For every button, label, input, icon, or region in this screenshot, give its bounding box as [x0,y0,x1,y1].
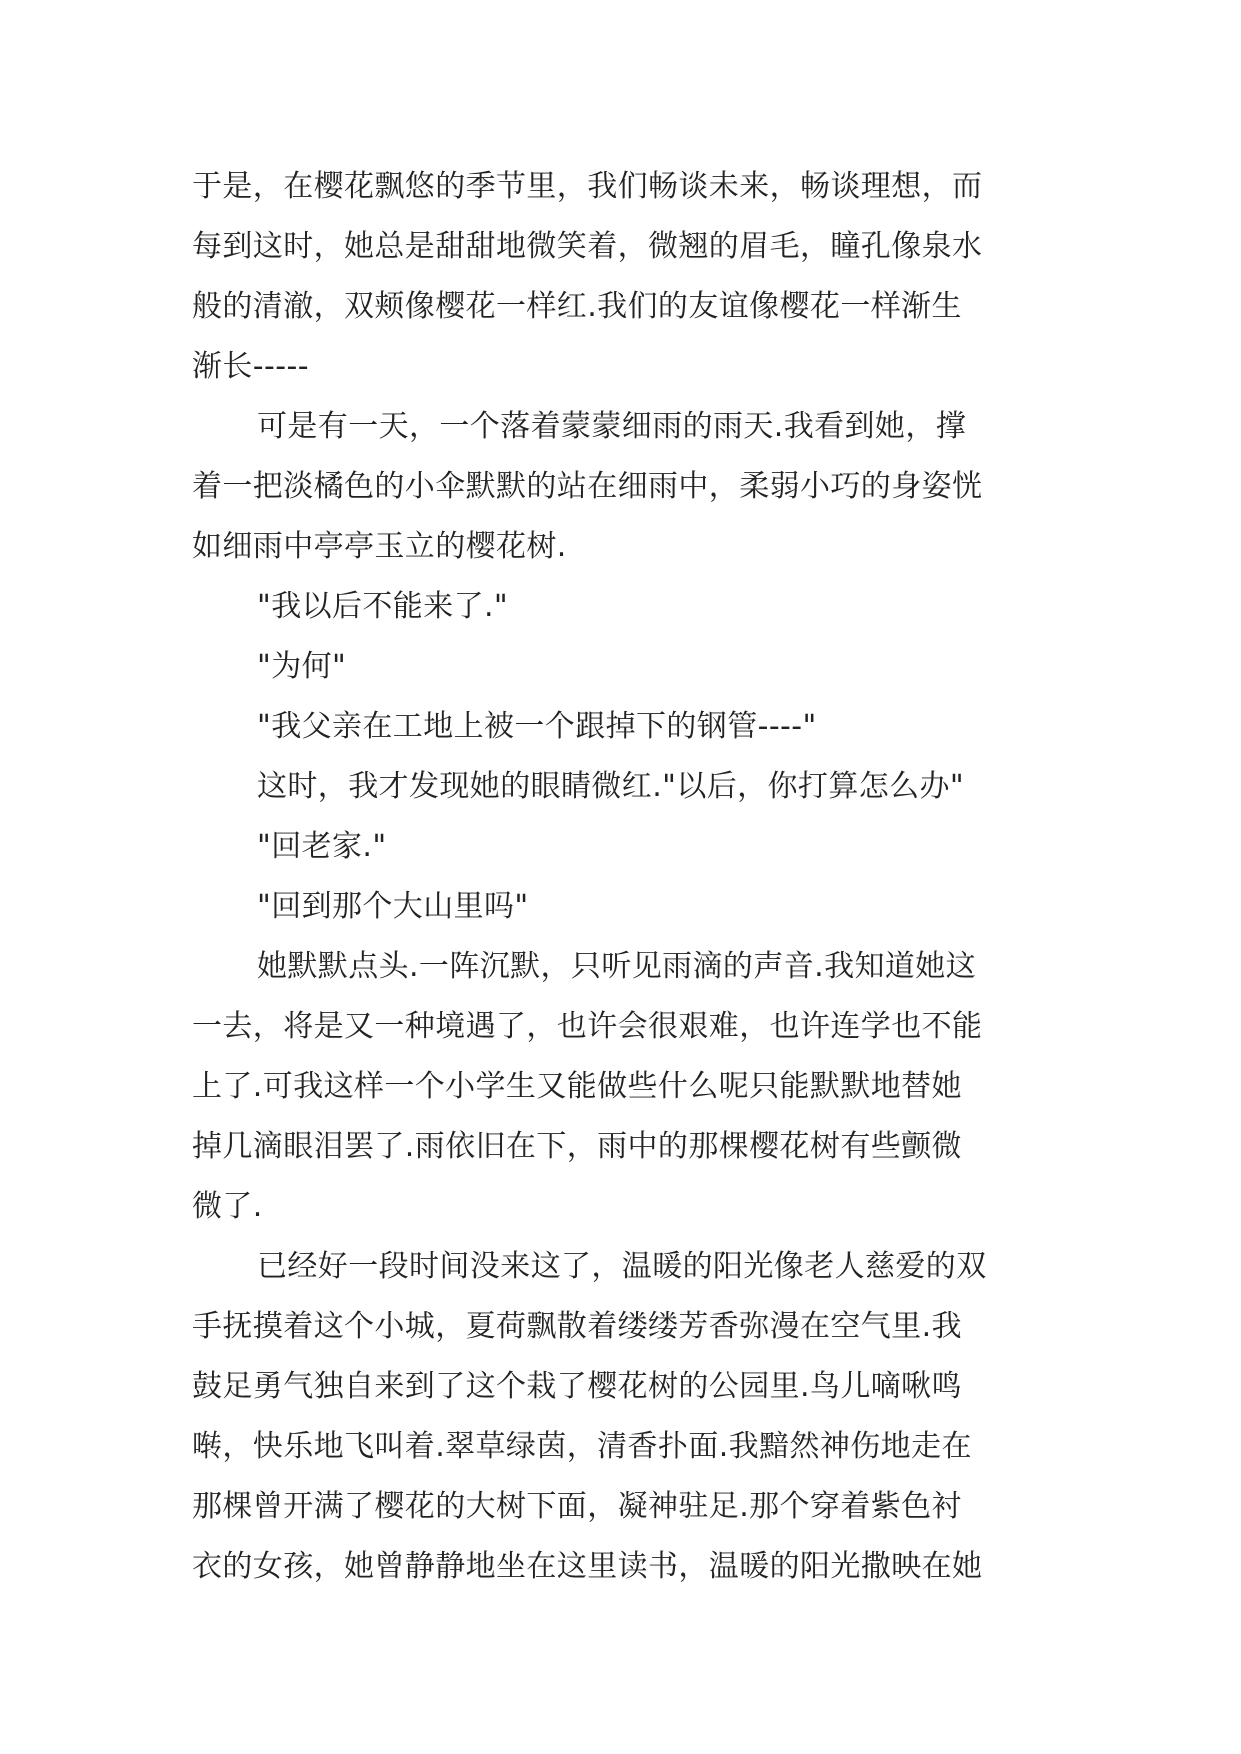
dialogue-line: "我以后不能来了." [257,589,509,624]
text-line: 如细雨中亭亭玉立的樱花树. [192,529,567,564]
text-line: 那棵曾开满了樱花的大树下面，凝神驻足.那个穿着紫色衬 [192,1489,962,1524]
text-line: 可是有一天，一个落着蒙蒙细雨的雨天.我看到她，撑 [257,409,967,444]
text-line: 衣的女孩，她曾静静地坐在这里读书，温暖的阳光撒映在她 [192,1549,983,1584]
text-line: 鼓足勇气独自来到了这个栽了樱花树的公园里.鸟儿嘀啾鸣 [192,1369,962,1404]
text-line: 般的清澈，双颊像樱花一样红.我们的友谊像樱花一样渐生 [192,289,962,324]
text-line: 已经好一段时间没来这了，温暖的阳光像老人慈爱的双 [257,1249,987,1284]
dialogue-line: "回老家." [257,829,387,864]
text-line: 渐长----- [192,349,309,384]
dialogue-line: "我父亲在工地上被一个跟掉下的钢管----" [257,709,817,744]
text-line: 手抚摸着这个小城，夏荷飘散着缕缕芳香弥漫在空气里.我 [192,1309,962,1344]
text-line: 每到这时，她总是甜甜地微笑着，微翘的眉毛，瞳孔像泉水 [192,229,983,264]
text-line: 一去，将是又一种境遇了，也许会很艰难，也许连学也不能 [192,1009,983,1044]
text-line: 于是，在樱花飘悠的季节里，我们畅谈未来，畅谈理想，而 [192,169,983,204]
article-body [192,157,1052,1597]
text-line: 她默默点头.一阵沉默，只听见雨滴的声音.我知道她这 [257,949,977,984]
text-line: 上了.可我这样一个小学生又能做些什么呢只能默默地替她 [192,1069,962,1104]
text-line: 着一把淡橘色的小伞默默的站在细雨中，柔弱小巧的身姿恍 [192,469,983,504]
text-line: 啭，快乐地飞叫着.翠草绿茵，清香扑面.我黯然神伤地走在 [192,1429,972,1464]
text-line: 掉几滴眼泪罢了.雨依旧在下，雨中的那棵樱花树有些颤微 [192,1129,962,1164]
dialogue-line: "回到那个大山里吗" [257,889,529,924]
dialogue-line: 这时，我才发现她的眼睛微红."以后，你打算怎么办" [257,769,965,804]
text-line: 微了. [192,1189,263,1224]
dialogue-line: "为何" [257,649,347,684]
